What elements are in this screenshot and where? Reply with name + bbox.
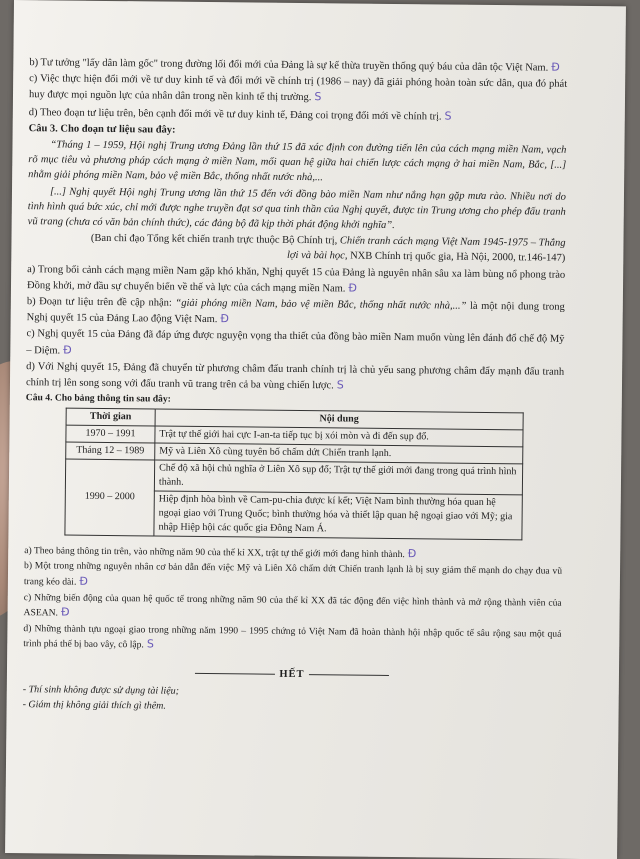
statement-d-prev: d) Theo đoạn tư liệu trên, bên cạnh đổi mới về tư duy kinh tế, Đảng coi trọng đổi mới về chính trị. S — [28, 106, 452, 123]
q4-statement-a: a) Theo bảng thông tin trên, vào những năm 90 của thế kỉ XX, trật tự thế giới mới đang hình thành. Đ — [24, 544, 417, 561]
question-4-title: Câu 4. Cho bảng thông tin sau đây: — [25, 392, 171, 405]
table-cell-period: 1970 – 1991 — [66, 425, 155, 443]
handwritten-mark: S — [314, 90, 322, 104]
handwritten-mark: Đ — [348, 281, 358, 295]
statement-b-prev: b) Tư tưởng "lấy dân làm gốc" trong đường lối đổi mới của Đảng là sự kế thừa truyền thống quý báu của dân tộc Việt Nam. Đ — [29, 57, 560, 74]
table-cell-period: Tháng 12 – 1989 — [66, 442, 155, 460]
q4-statement-b: b) Một trong những nguyên nhân cơ bản dẫn đến việc Mỹ và Liên Xô chấm dứt Chiến tranh lạnh là bị suy giảm thế mạnh do chạy đua vũ trang kéo dài. Đ — [23, 560, 563, 588]
q4-statement-c: c) Những biến động của quan hệ quốc tế trong những năm 90 của thế kỉ XX đã tác động đến việc hình thành và mở rộng thành viên của ASEAN. Đ — [23, 591, 562, 619]
exam-paper — [5, 0, 626, 859]
handwritten-mark: S — [146, 637, 154, 651]
table-cell-content: Mỹ và Liên Xô cùng tuyên bố chấm dứt Chiến tranh lạnh. — [155, 443, 523, 464]
table-cell-content: Chế độ xã hội chủ nghĩa ở Liên Xô sụp đổ; Trật tự thế giới mới đang trong quá trình hình thành. — [154, 460, 522, 495]
page-content — [23, 54, 568, 719]
handwritten-mark: S — [444, 109, 452, 123]
q3-statement-c: c) Nghị quyết 15 của Đảng đã đáp ứng được nguyện vọng tha thiết của đồng bào miền Nam muốn vùng lên đánh đổ chế độ Mỹ – Diệm. Đ — [26, 328, 565, 357]
table-cell-content: Trật tự thế giới hai cực I-an-ta tiếp tục bị xói mòn và đi đến sụp đổ. — [155, 426, 523, 447]
q3-statement-b: b) Đoạn tư liệu trên đề cập nhận: “giải phóng miền Nam, bảo vệ miền Bắc, thống nhất nước nhà,...” là một nội dung trong Nghị quyết 15 của Đảng Lao động Việt Nam. Đ — [26, 296, 565, 326]
handwritten-mark: S — [336, 378, 344, 392]
q4-statement-d: d) Những thành tựu ngoại giao trong những năm 1990 – 1995 chứng tỏ Việt Nam đã hoàn thành hội nhập quốc tế sâu rộng sau một quá trình phá thế bị bao vây, cô lập. S — [23, 622, 562, 651]
q3-statement-d: d) Với Nghị quyết 15, Đảng đã chuyển từ phương châm đấu tranh chính trị là chủ yếu sang phương châm đẩy mạnh đấu tranh chính trị lên song song với đấu tranh vũ trang trên cả ba vùng chiến lược. S — [25, 361, 565, 392]
q3-statement-a: a) Trong bối cảnh cách mạng miền Nam gặp khó khăn, Nghị quyết 15 của Đảng là nguyên nhân sâu xa làm bùng nổ phong trào Đồng khởi, mở đầu sự chuyển biến về thế và lực của cách mạng miền Nam. Đ — [26, 263, 566, 295]
exam-note: - Thí sinh không được sử dụng tài liệu; — [22, 684, 180, 697]
info-table — [64, 407, 523, 540]
handwritten-mark: Đ — [220, 312, 230, 326]
exam-note: - Giám thị không giải thích gì thêm. — [22, 699, 166, 712]
quote-paragraph-1: “Tháng 1 – 1959, Hội nghị Trung ương Đảng lần thứ 15 đã xác định con đường tiến lên của cách mạng miền Nam, vạch rõ mục tiêu và phương pháp cách mạng ở miền Nam, mối quan hệ giữa hai chiến lược cách mạng ở hai miền Nam, Bắc, [...] nhằm giải phóng miền Nam, bảo vệ miền Bắc, thống nhất nước nhà,... — [28, 139, 567, 184]
quote-source: (Ban chỉ đạo Tổng kết chiến tranh trực thuộc Bộ Chính trị, Chiến tranh cách mạng Việt Nam 1945-1975 – Thắng lợi và bài học, NXB Chính trị quốc gia, Hà Nội, 2000, tr.146-147) — [90, 233, 566, 265]
table-row — [65, 459, 522, 495]
table-header: Nội dung — [155, 409, 523, 430]
handwritten-mark: Đ — [551, 60, 560, 74]
handwritten-mark: Đ — [60, 605, 70, 619]
statement-c-prev: c) Việc thực hiện đổi mới về tư duy kinh tế và đổi mới về chính trị (1986 – nay) đã giải phóng hoàn toàn sức dân, qua đó phát huy được mọi nguồn lực của nhân dân trong nền kinh tế thị trường. S — [28, 73, 568, 104]
handwritten-mark: Đ — [79, 574, 88, 588]
handwritten-mark: Đ — [63, 343, 72, 357]
end-marker: HẾT — [23, 664, 561, 685]
table-header: Thời gian — [66, 408, 155, 426]
question-3-title: Câu 3. Cho đoạn tư liệu sau đây: — [28, 122, 176, 136]
handwritten-mark: Đ — [407, 547, 417, 561]
table-cell-content: Hiệp định hòa bình về Cam-pu-chia được kí kết; Việt Nam bình thường hóa quan hệ ngoại giao với Trung Quốc; bình thường hóa và thiết lập quan hệ ngoại giao với Mỹ; gia nhập Hiệp hội các quốc gia Đông Nam Á. — [154, 491, 522, 540]
quote-paragraph-2: [...] Nghị quyết Hội nghị Trung ương lần thứ 15 đến với đồng bào miền Nam như nắng hạn gặp mưa rào. Nhiều nơi do tình hình quá bức xúc, chỉ mới được nghe truyền đạt sơ qua tinh thần của Nghị quyết, được tin Trung ương cho phép đấu tranh vũ trang (chưa có văn bản chính thức), các đảng bộ đã kịp thời phát động khởi nghĩa”. — [27, 186, 567, 232]
table-cell-period: 1990 – 2000 — [65, 459, 155, 536]
